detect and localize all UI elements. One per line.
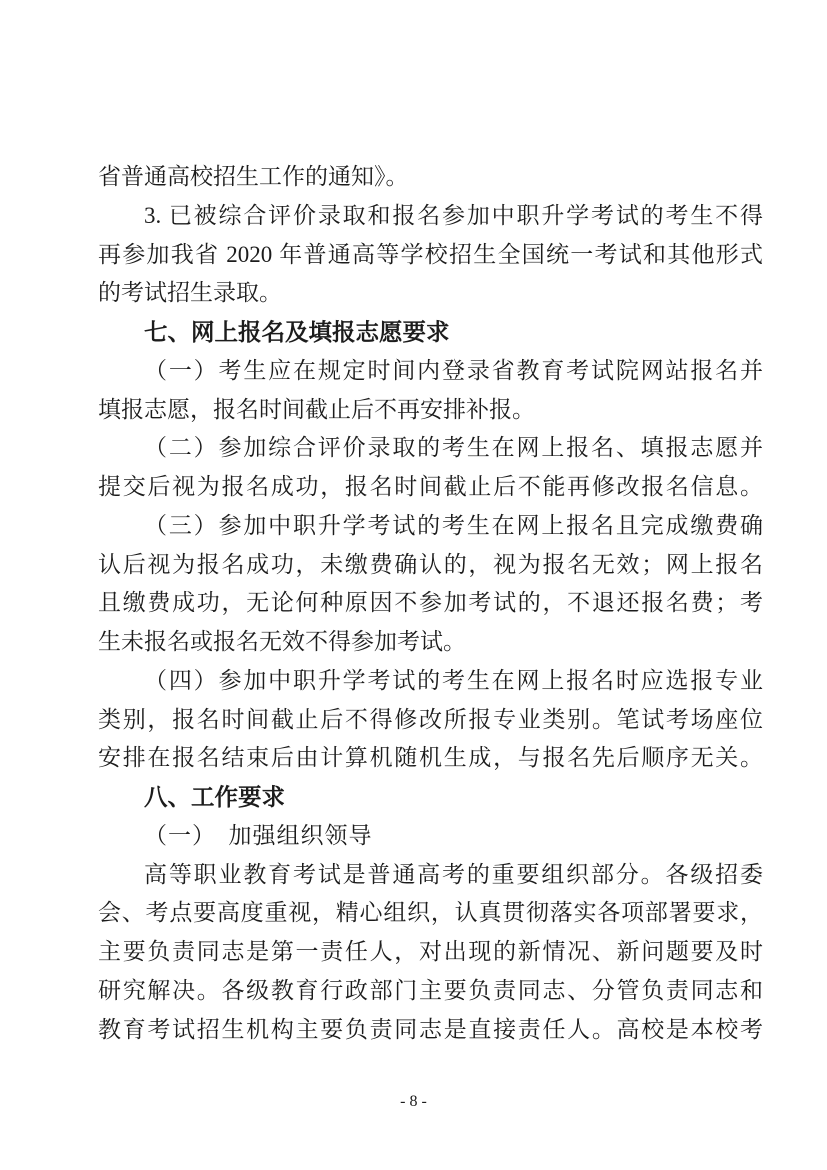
section-heading: 七、网上报名及填报志愿要求 (144, 319, 450, 345)
sub-heading: （一） 加强组织领导 (144, 822, 373, 848)
text-line: （四）参加中职升学考试的考生在网上报名时应选报专业 (144, 667, 763, 693)
text-line: 提交后视为报名成功，报名时间截止后不能再修改报名信息。 (98, 474, 763, 499)
text-line: 教育考试招生机构主要负责同志是直接责任人。高校是本校考 (98, 1016, 763, 1042)
text-line: 高等职业教育考试是普通高考的重要组织部分。各级招委 (144, 861, 763, 887)
text-line: 的考试招生录取。 (98, 280, 282, 306)
text-line: 认后视为报名成功，未缴费确认的，视为报名无效；网上报名 (98, 551, 763, 577)
text-line: 再参加我省 2020 年普通高等学校招生全国统一考试和其他形式 (98, 241, 763, 267)
text-line: 且缴费成功，无论何种原因不参加考试的，不退还报名费；考 (98, 590, 763, 616)
text-line: 会、考点要高度重视，精心组织，认真贯彻落实各项部署要求， (98, 900, 763, 926)
text-line: 主要负责同志是第一责任人，对出现的新情况、新问题要及时 (98, 939, 763, 964)
text-line: 安排在报名结束后由计算机随机生成，与报名先后顺序无关。 (98, 745, 763, 771)
text-line: 填报志愿，报名时间截止后不再安排补报。 (98, 396, 535, 422)
text-line: （二）参加综合评价录取的考生在网上报名、填报志愿并 (144, 435, 763, 461)
text-line: 生未报名或报名无效不得参加考试。 (98, 629, 466, 654)
section-heading: 八、工作要求 (144, 784, 285, 810)
text-line: 省普通高校招生工作的通知》。 (98, 164, 409, 189)
text-line: （三）参加中职升学考试的考生在网上报名且完成缴费确 (144, 512, 763, 538)
text-line: 3. 已被综合评价录取和报名参加中职升学考试的考生不得 (144, 202, 763, 228)
page-number: - 8 - (400, 1093, 427, 1110)
text-line: （一）考生应在规定时间内登录省教育考试院网站报名并 (144, 357, 763, 383)
text-line: 研究解决。各级教育行政部门主要负责同志、分管负责同志和 (98, 977, 763, 1003)
document-body (98, 158, 763, 1049)
text-line: 类别，报名时间截止后不得修改所报专业类别。笔试考场座位 (98, 706, 763, 732)
